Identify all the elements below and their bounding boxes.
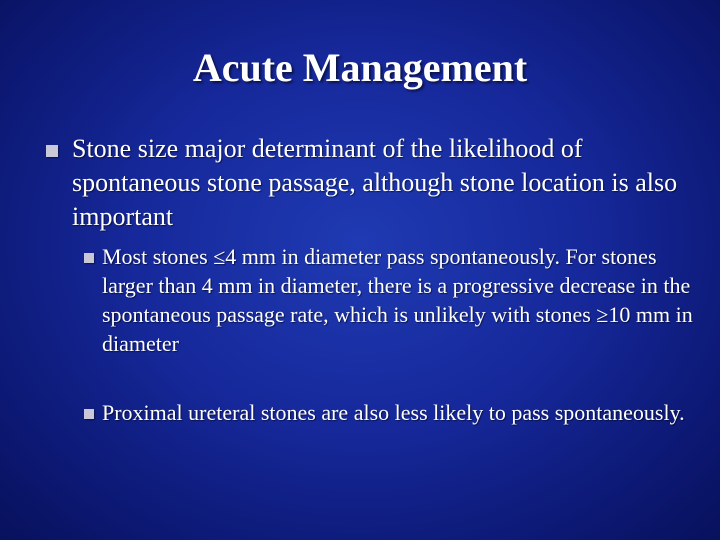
slide-title: Acute Management [192,45,528,90]
square-bullet-icon [84,409,94,419]
bullet-text: Stone size major determinant of the likelihood of spontaneous stone passage, although stone location is also important [72,134,678,231]
sub-bullet-text: Proximal ureteral stones are also less likely to pass spontaneously. [102,400,685,425]
square-bullet-icon [46,145,58,157]
square-bullet-icon [84,253,94,263]
sub-bullet-text: Most stones ≤4 mm in diameter pass spontaneously. For stones larger than 4 mm in diameter, there is a progressive decrease in the spontaneous passage rate, which is unlikely with stones ≥10 mm in diameter [102,244,693,356]
